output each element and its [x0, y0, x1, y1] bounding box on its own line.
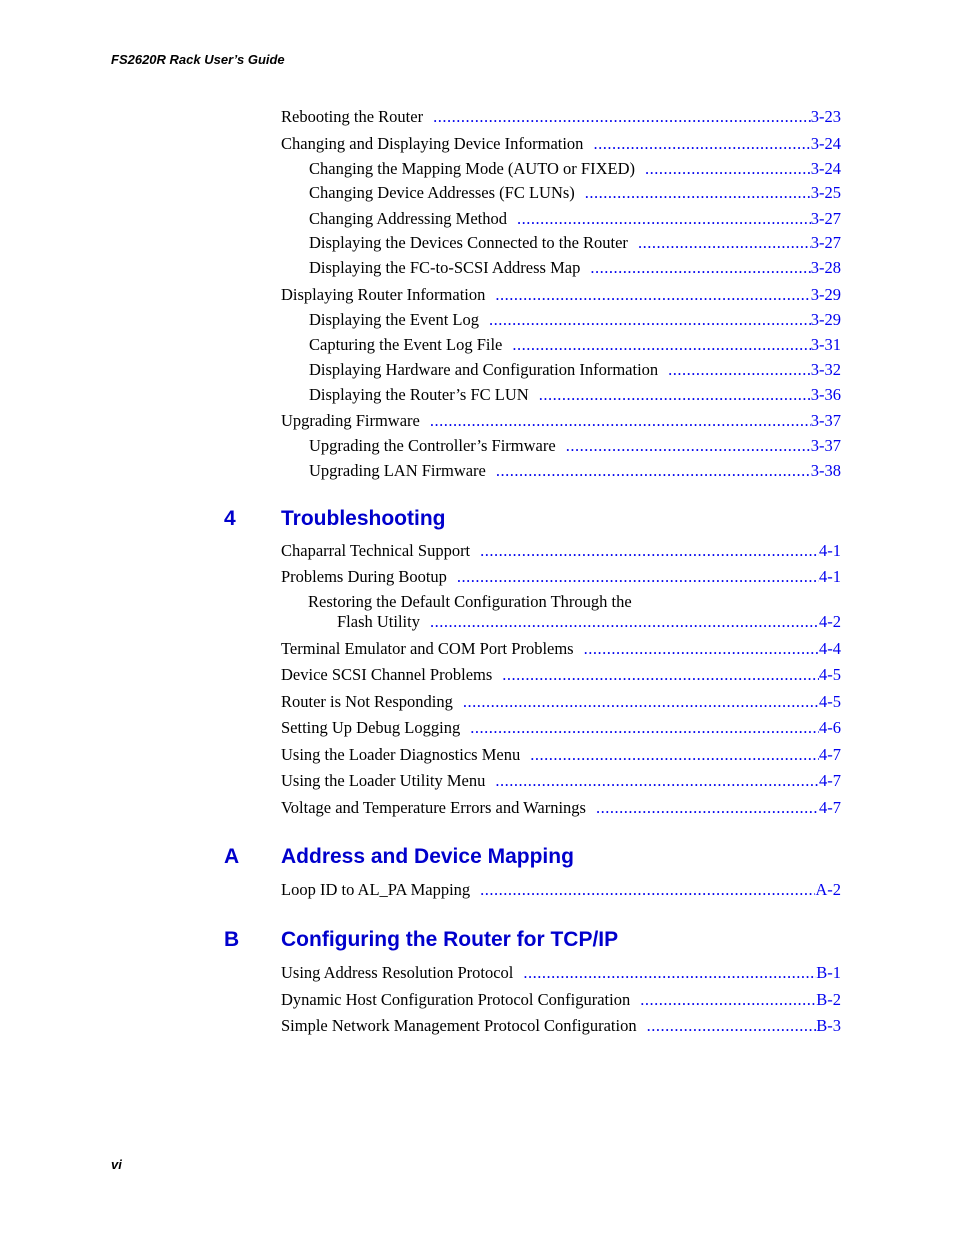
toc-entry-title: Displaying Router Information — [281, 285, 486, 304]
chapter-title[interactable]: Troubleshooting — [281, 507, 446, 530]
toc-entry[interactable] — [281, 880, 841, 900]
toc-entry-title: Upgrading LAN Firmware — [309, 461, 486, 480]
toc-entry[interactable] — [281, 107, 841, 127]
toc-entry[interactable] — [281, 541, 841, 561]
toc-entry-page[interactable]: 3-28 — [810, 258, 841, 277]
toc-entry-title: Device SCSI Channel Problems — [281, 665, 493, 684]
toc-subentry[interactable] — [337, 612, 841, 632]
dot-leader — [584, 639, 819, 659]
dot-leader — [590, 258, 810, 278]
toc-entry[interactable] — [281, 285, 841, 305]
dot-leader — [645, 159, 811, 179]
toc-entry[interactable] — [281, 665, 841, 685]
toc-entry-page[interactable]: 3-27 — [810, 209, 841, 228]
toc-entry-title: Terminal Emulator and COM Port Problems — [281, 639, 574, 658]
dot-leader — [640, 990, 816, 1010]
dot-leader — [596, 798, 819, 818]
toc-entry-page[interactable]: 4-2 — [819, 612, 841, 631]
dot-leader — [430, 411, 811, 431]
dot-leader — [502, 665, 819, 685]
toc-entry-title: Chaparral Technical Support — [281, 541, 471, 560]
toc-subentry[interactable] — [309, 209, 841, 229]
toc-entry-title: Capturing the Event Log File — [309, 335, 503, 354]
toc-entry-title: Changing Device Addresses (FC LUNs) — [309, 183, 575, 202]
toc-subentry[interactable] — [309, 461, 841, 481]
toc-subentry[interactable] — [309, 183, 841, 203]
toc-entry[interactable] — [281, 718, 841, 738]
toc-subentry[interactable] — [309, 360, 841, 380]
toc-entry-page[interactable]: 3-24 — [810, 134, 841, 153]
toc-entry-page[interactable]: 4-5 — [819, 692, 841, 711]
toc-entry-page[interactable]: B-2 — [816, 990, 841, 1009]
dot-leader — [463, 692, 819, 712]
dot-leader — [566, 436, 811, 456]
toc-entry-title: Displaying the Router’s FC LUN — [309, 385, 529, 404]
dot-leader — [530, 745, 819, 765]
dot-leader — [638, 233, 811, 253]
toc-entry-page[interactable]: 4-1 — [819, 541, 841, 560]
toc-entry-title: Router is Not Responding — [281, 692, 453, 711]
toc-entry-title: Simple Network Management Protocol Configuration — [281, 1016, 637, 1035]
toc-entry-page[interactable]: 3-29 — [810, 285, 841, 304]
toc-entry[interactable] — [281, 798, 841, 818]
appendix-title[interactable]: Address and Device Mapping — [281, 845, 574, 868]
dot-leader — [585, 183, 811, 203]
toc-entry-page[interactable]: 4-4 — [819, 639, 841, 658]
toc-entry-title: Changing the Mapping Mode (AUTO or FIXED) — [309, 159, 635, 178]
toc-entry-title: Dynamic Host Configuration Protocol Configuration — [281, 990, 631, 1009]
toc-entry[interactable] — [281, 1016, 841, 1036]
chapter-number: 4 — [224, 507, 236, 530]
dot-leader — [647, 1016, 817, 1036]
toc-entry-page[interactable]: 4-7 — [819, 798, 841, 817]
toc-entry-page[interactable]: 3-29 — [810, 310, 841, 329]
dot-leader — [593, 134, 810, 154]
toc-entry-page[interactable]: B-3 — [816, 1016, 841, 1035]
dot-leader — [480, 880, 815, 900]
appendix-letter: A — [224, 845, 240, 868]
toc-entry-title: Changing Addressing Method — [309, 209, 507, 228]
toc-entry-page[interactable]: 4-7 — [819, 745, 841, 764]
toc-entry-title: Displaying the Event Log — [309, 310, 480, 329]
toc-entry-page[interactable]: 3-24 — [810, 159, 841, 178]
dot-leader — [430, 612, 819, 632]
dot-leader — [523, 963, 816, 983]
toc-entry-title-line1: Restoring the Default Configuration Through the — [308, 592, 632, 611]
toc-subentry[interactable] — [309, 233, 841, 253]
toc-entry-title: Using the Loader Utility Menu — [281, 771, 486, 790]
dot-leader — [539, 385, 811, 405]
toc-entry-title: Displaying the Devices Connected to the Router — [309, 233, 628, 252]
toc-subentry[interactable] — [309, 335, 841, 355]
toc-entry-page[interactable]: 4-5 — [819, 665, 841, 684]
toc-entry-title: Using Address Resolution Protocol — [281, 963, 514, 982]
toc-entry-page[interactable]: 3-37 — [810, 411, 841, 430]
toc-entry-title: Displaying the FC-to-SCSI Address Map — [309, 258, 581, 277]
toc-entry-title: Using the Loader Diagnostics Menu — [281, 745, 521, 764]
toc-entry[interactable] — [281, 411, 841, 431]
appendix-letter: B — [224, 928, 240, 951]
toc-entry-page[interactable]: 3-23 — [810, 107, 841, 126]
toc-entry-page[interactable]: 4-6 — [819, 718, 841, 737]
dot-leader — [457, 567, 819, 587]
dot-leader — [470, 718, 819, 738]
toc-entry-page[interactable]: 3-36 — [810, 385, 841, 404]
toc-entry-title: Problems During Bootup — [281, 567, 447, 586]
toc-entry-title: Setting Up Debug Logging — [281, 718, 461, 737]
toc-entry-page[interactable]: 3-31 — [810, 335, 841, 354]
dot-leader — [433, 107, 811, 127]
toc-entry-title: Voltage and Temperature Errors and Warnings — [281, 798, 586, 817]
dot-leader — [495, 771, 819, 791]
appendix-title[interactable]: Configuring the Router for TCP/IP — [281, 928, 619, 951]
toc-entry-page[interactable]: B-1 — [816, 963, 841, 982]
toc-subentry[interactable] — [309, 159, 841, 179]
toc-entry-title: Displaying Hardware and Configuration Information — [309, 360, 659, 379]
dot-leader — [496, 461, 811, 481]
toc-entry-title-line2: Flash Utility — [337, 612, 420, 631]
toc-entry-page[interactable]: 3-25 — [810, 183, 841, 202]
toc-subentry[interactable] — [309, 385, 841, 405]
dot-leader — [517, 209, 811, 229]
toc-entry[interactable] — [281, 567, 841, 587]
toc-entry-page[interactable]: 4-7 — [819, 771, 841, 790]
dot-leader — [512, 335, 810, 355]
toc-entry-title: Changing and Displaying Device Information — [281, 134, 584, 153]
dot-leader — [495, 285, 810, 305]
toc-entry-page[interactable]: 3-37 — [810, 436, 841, 455]
toc-entry-title: Upgrading Firmware — [281, 411, 420, 430]
toc-subentry[interactable] — [309, 310, 841, 330]
toc-entry-title: Rebooting the Router — [281, 107, 424, 126]
dot-leader — [668, 360, 811, 380]
dot-leader — [480, 541, 819, 561]
toc-entry[interactable] — [281, 692, 841, 712]
page-number: vi — [111, 1157, 122, 1172]
toc-entry[interactable] — [281, 771, 841, 791]
toc-entry-page[interactable]: 3-32 — [810, 360, 841, 379]
toc-subentry[interactable] — [309, 436, 841, 456]
toc-entry-page[interactable]: A-2 — [815, 880, 841, 899]
toc-entry-title: Upgrading the Controller’s Firmware — [309, 436, 556, 455]
toc-entry-title: Loop ID to AL_PA Mapping — [281, 880, 471, 899]
toc-entry[interactable] — [281, 990, 841, 1010]
toc-entry[interactable] — [281, 639, 841, 659]
toc-entry-page[interactable]: 3-27 — [810, 233, 841, 252]
toc-entry[interactable] — [281, 134, 841, 154]
toc-subentry[interactable] — [309, 258, 841, 278]
toc-entry-page[interactable]: 4-1 — [819, 567, 841, 586]
running-header: FS2620R Rack User’s Guide — [111, 52, 285, 67]
dot-leader — [489, 310, 811, 330]
toc-entry-page[interactable]: 3-38 — [810, 461, 841, 480]
toc-entry[interactable] — [281, 745, 841, 765]
toc-entry[interactable] — [281, 963, 841, 983]
